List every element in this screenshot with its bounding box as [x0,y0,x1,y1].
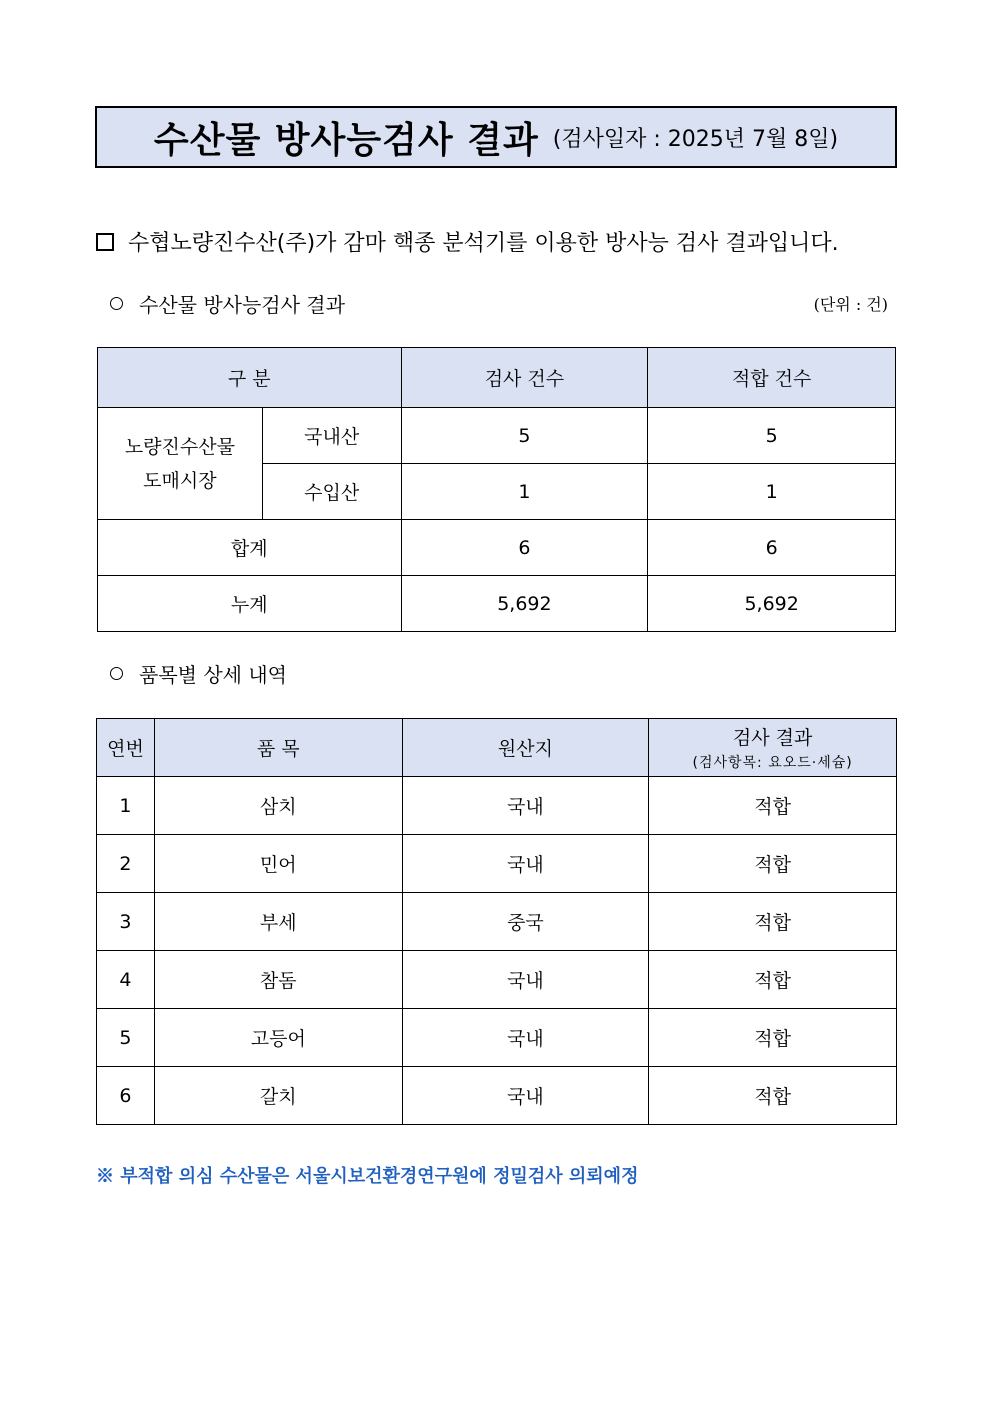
section-label: 품목별 상세 내역 [139,663,287,687]
row-origin: 국내 [402,1067,649,1125]
footnote: ※ 부적합 의심 수산물은 서울시보건환경연구원에 정밀검사 의뢰예정 [96,1166,639,1187]
row-no: 5 [97,1009,155,1067]
table-row [97,951,897,1009]
table-header-row [98,348,896,408]
total-row [98,520,896,576]
cumulative-row [98,576,896,632]
intro-line [96,226,839,257]
header-tested: 검사 건수 [401,348,648,408]
table-row [97,1009,897,1067]
table-row [98,408,896,464]
row-origin: 중국 [402,893,649,951]
header-result [649,719,897,777]
row-label: 수입산 [262,464,401,520]
cumulative-tested: 5,692 [401,576,648,632]
section-label: 수산물 방사능검사 결과 [139,293,345,317]
row-item: 갈치 [154,1067,402,1125]
market-line-1: 노량진수산물 [124,435,235,458]
row-label: 국내산 [262,408,401,464]
circle-bullet-icon [110,667,123,680]
header-category: 구 분 [98,348,402,408]
row-item: 고등어 [154,1009,402,1067]
tested-count: 1 [401,464,648,520]
header-passed: 적합 건수 [648,348,896,408]
header-no: 연번 [97,719,155,777]
table-header-row [97,719,897,777]
cumulative-label: 누계 [98,576,402,632]
row-item: 민어 [154,835,402,893]
row-origin: 국내 [402,777,649,835]
row-result: 적합 [649,893,897,951]
header-item: 품 목 [154,719,402,777]
total-passed: 6 [648,520,896,576]
page-title: 수산물 방사능검사 결과 [153,119,539,161]
detail-table [96,718,897,1125]
table-row [97,777,897,835]
tested-count: 5 [401,408,648,464]
row-item: 부세 [154,893,402,951]
header-result-label: 검사 결과 [732,727,813,749]
passed-count: 5 [648,408,896,464]
summary-table [97,347,896,632]
header-origin: 원산지 [402,719,649,777]
row-no: 2 [97,835,155,893]
row-item: 참돔 [154,951,402,1009]
passed-count: 1 [648,464,896,520]
square-bullet-icon [96,233,114,251]
circle-bullet-icon [110,297,123,310]
row-result: 적합 [649,777,897,835]
section-heading-details [110,659,287,688]
total-label: 합계 [98,520,402,576]
section-heading-results [110,289,345,318]
inspection-date: (검사일자 : 2025년 7월 8일) [552,126,839,152]
row-origin: 국내 [402,1009,649,1067]
market-line-2: 도매시장 [143,469,217,492]
table-row [97,893,897,951]
row-origin: 국내 [402,951,649,1009]
row-result: 적합 [649,835,897,893]
row-result: 적합 [649,1009,897,1067]
row-item: 삼치 [154,777,402,835]
table-row [97,835,897,893]
unit-label: (단위 : 건) [813,295,888,314]
row-origin: 국내 [402,835,649,893]
market-cell [98,408,263,520]
table-row [97,1067,897,1125]
header-result-sub: (검사항목: 요오드·세슘) [692,755,853,771]
intro-text: 수협노량진수산(주)가 감마 핵종 분석기를 이용한 방사능 검사 결과입니다. [128,231,839,256]
total-tested: 6 [401,520,648,576]
title-box [95,106,897,168]
row-no: 1 [97,777,155,835]
row-no: 4 [97,951,155,1009]
row-no: 6 [97,1067,155,1125]
row-result: 적합 [649,951,897,1009]
row-result: 적합 [649,1067,897,1125]
cumulative-passed: 5,692 [648,576,896,632]
row-no: 3 [97,893,155,951]
